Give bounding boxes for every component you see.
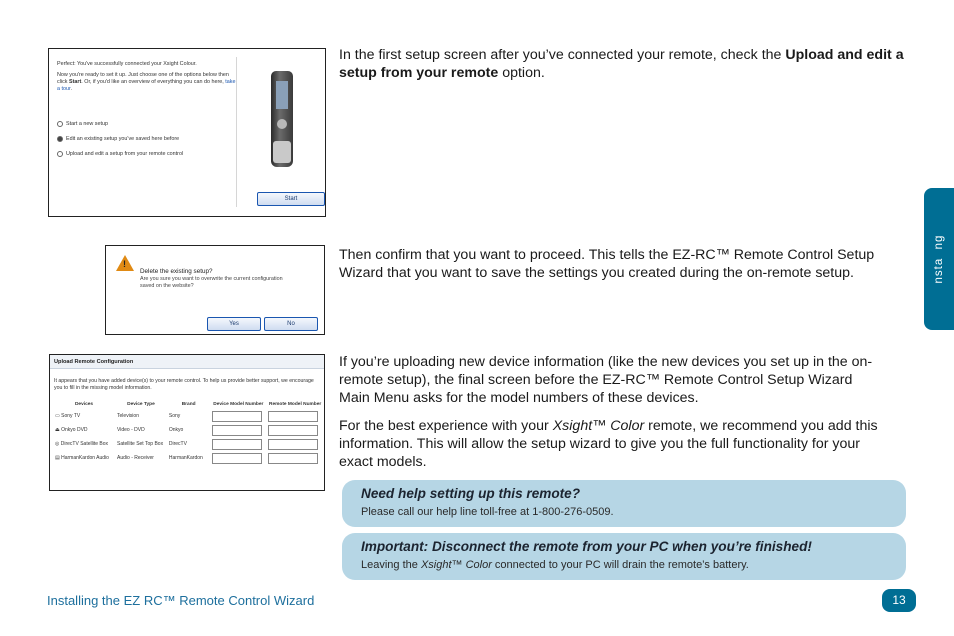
callout2-italic: Xsight™ Color [420, 559, 492, 571]
device-brand: DirecTV [168, 441, 187, 447]
screenshot-upload-config [49, 354, 325, 491]
device-type: Video - DVD [117, 427, 145, 433]
radio-selected-icon[interactable] [57, 136, 63, 142]
remote-model-input[interactable] [268, 439, 318, 450]
device-table [53, 401, 324, 465]
important-callout-title: Important: Disconnect the remote from your PC when you’re finished! [361, 539, 812, 554]
col-device-model: Device Model Number [213, 402, 264, 407]
screenshot-setup-options [48, 48, 326, 217]
intro-line-1: Perfect: You've successfully connected your Xsight Colour. [57, 61, 197, 67]
option-label: Upload and edit a setup from your remote control [66, 151, 184, 157]
device-type: Audio - Receiver [117, 455, 154, 461]
remote-model-cell [266, 409, 324, 423]
section-side-tab [924, 188, 954, 330]
exclamation-icon: ! [123, 259, 126, 269]
device-cell [53, 423, 115, 437]
radio-icon[interactable] [57, 121, 63, 127]
setup-intro-text [57, 61, 237, 93]
dvd-icon: ⏏ [55, 427, 62, 433]
intro-text: Now you're ready to set it up. Just choose one of the options below then click [57, 72, 229, 85]
remote-screen [276, 81, 288, 109]
intro-line-2: Now you're ready to set it up. Just choose one of the options below then click Start. Or, if you'd like an overview of everything you can do here, take a tour. [57, 72, 236, 92]
device-model-cell [210, 451, 266, 465]
footer-title: Installing the EZ RC™ Remote Control Wizard [47, 593, 315, 608]
important-callout-body [361, 559, 749, 571]
remote-model-cell [266, 423, 324, 437]
callout2-text: Leaving the [361, 559, 421, 571]
remote-control-image [271, 71, 293, 167]
device-name: HarmanKardon Audio [61, 455, 109, 461]
device-type: Television [117, 413, 139, 419]
device-model-input[interactable] [212, 453, 262, 464]
remote-keypad [273, 141, 291, 163]
option-label: Start a new setup [66, 121, 108, 127]
table-row [53, 451, 324, 465]
delete-detail: Are you sure you want to overwrite the current configuration saved on the website? [140, 276, 283, 289]
remote-model-input[interactable] [268, 425, 318, 436]
device-model-cell [210, 409, 266, 423]
take-tour-link[interactable]: take a tour [57, 79, 236, 92]
device-type: Satellite Set Top Box [117, 441, 164, 447]
col-devices: Devices [74, 402, 94, 407]
device-model-cell [210, 437, 266, 451]
panel-divider [236, 57, 237, 207]
para1-text: In the first setup screen after you’ve connected your remote, check the [339, 47, 786, 63]
device-brand: Onkyo [168, 427, 184, 433]
remote-model-cell [266, 437, 324, 451]
important-callout [342, 533, 906, 580]
no-button[interactable]: No [264, 317, 318, 331]
upload-config-header: Upload Remote Configuration [50, 355, 324, 369]
option-upload-edit[interactable] [57, 151, 183, 157]
device-brand: Sony [168, 413, 181, 419]
col-device-type: Device Type [127, 402, 155, 407]
side-tab-label: nsta ng [933, 234, 945, 284]
remote-dpad [277, 119, 287, 129]
device-model-input[interactable] [212, 411, 262, 422]
col-brand: Brand [181, 402, 196, 407]
para4-text: For the best experience with your [339, 418, 553, 434]
remote-model-input[interactable] [268, 453, 318, 464]
device-model-input[interactable] [212, 439, 262, 450]
device-brand: HarmanKardon [168, 455, 203, 461]
device-model-cell [210, 423, 266, 437]
device-name: DirecTV Satellite Box [60, 441, 109, 447]
paragraph-uploading: If you’re uploading new device information (like the new devices you set up in the on-remote setup), the final screen before the EZ-RC™ Remote Control Setup Wizard Main Menu asks for the model numbers of these devices. [339, 354, 873, 406]
device-cell [53, 409, 115, 423]
device-cell [53, 451, 115, 465]
help-callout-title: Need help setting up this remote? [361, 486, 581, 501]
device-name: Onkyo DVD [61, 427, 88, 433]
start-button[interactable]: Start [257, 192, 325, 206]
para1-bold: Upload and edit a setup from your remote [339, 47, 904, 81]
help-callout [342, 480, 906, 527]
upload-config-intro: It appears that you have added device(s) to your remote control. To help us provide better support, we encourage you to fill in the missing model information. [54, 378, 314, 391]
paragraph-best-experience [339, 417, 887, 471]
device-cell [53, 437, 115, 451]
page-number: 13 [882, 589, 916, 612]
col-remote-model: Remote Model Number [269, 402, 322, 407]
para4-text-after: remote, we recommend you add this information. This will allow the setup wizard to give you the full functionality for your exact models. [339, 418, 878, 470]
tv-icon: ▭ [55, 413, 62, 419]
intro-start-word: Start [68, 79, 82, 85]
option-edit-existing[interactable] [57, 136, 179, 142]
device-name: Sony TV [61, 413, 81, 419]
yes-button[interactable]: Yes [207, 317, 261, 331]
delete-question: Delete the existing setup? [140, 268, 213, 275]
table-header-row [53, 401, 324, 409]
option-start-new[interactable] [57, 121, 108, 127]
table-row [53, 437, 324, 451]
device-model-input[interactable] [212, 425, 262, 436]
receiver-icon: ▤ [55, 455, 62, 461]
paragraph-first-setup [339, 46, 909, 82]
remote-model-cell [266, 451, 324, 465]
remote-model-input[interactable] [268, 411, 318, 422]
screenshot-delete-confirm [105, 245, 325, 335]
intro-text-2: . Or, if you'd like an overview of everything you can do here, [81, 79, 226, 85]
radio-icon[interactable] [57, 151, 63, 157]
para4-italic: Xsight™ Color [552, 418, 645, 434]
satellite-icon: ◎ [55, 441, 61, 447]
callout2-text-after: connected to your PC will drain the remote’s battery. [491, 559, 749, 571]
paragraph-confirm: Then confirm that you want to proceed. This tells the EZ-RC™ Remote Control Setup Wizard that you want to save the settings you created during the on-remote setup. [339, 247, 875, 281]
option-label: Edit an existing setup you've saved here before [66, 136, 180, 142]
help-callout-body: Please call our help line toll-free at 1-800-276-0509. [361, 506, 614, 518]
table-row [53, 409, 324, 423]
table-row [53, 423, 324, 437]
para1-text-after: option. [498, 65, 545, 81]
